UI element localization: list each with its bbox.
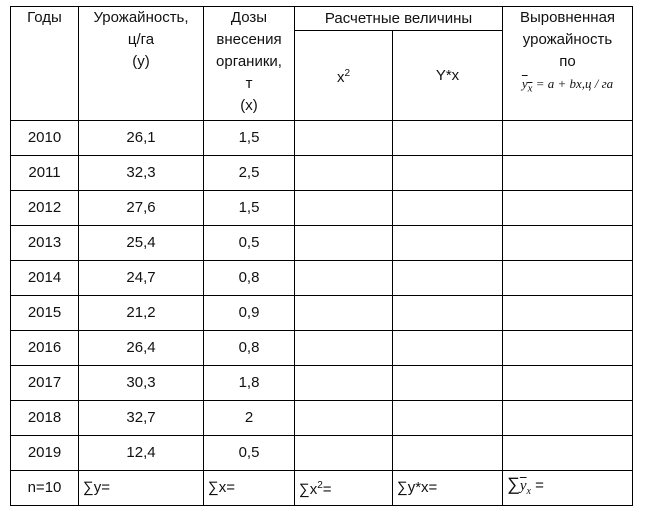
header-aligned-line3: по bbox=[559, 53, 576, 70]
total-sum-x2-sup: 2 bbox=[317, 480, 323, 491]
cell-yx bbox=[393, 191, 503, 226]
cell-year: 2011 bbox=[11, 156, 79, 191]
cell-year: 2010 bbox=[11, 121, 79, 156]
table-row bbox=[11, 226, 633, 261]
cell-y: 26,1 bbox=[79, 121, 204, 156]
header-dose-line3: органики, bbox=[216, 53, 282, 70]
cell-year: 2019 bbox=[11, 436, 79, 471]
cell-x: 1,5 bbox=[204, 121, 295, 156]
header-aligned-formula bbox=[505, 73, 630, 100]
cell-x: 2,5 bbox=[204, 156, 295, 191]
cell-x2 bbox=[295, 191, 393, 226]
cell-x2 bbox=[295, 296, 393, 331]
cell-x2 bbox=[295, 156, 393, 191]
header-yx: Y*x bbox=[393, 31, 503, 121]
cell-y: 32,7 bbox=[79, 401, 204, 436]
header-yield-line2: ц/га bbox=[127, 31, 155, 48]
cell-aligned bbox=[503, 366, 633, 401]
total-sum-aligned bbox=[503, 471, 633, 506]
total-n: n=10 bbox=[11, 471, 79, 506]
cell-x: 1,5 bbox=[204, 191, 295, 226]
cell-y: 30,3 bbox=[79, 366, 204, 401]
total-sum-x2 bbox=[295, 471, 393, 506]
cell-yx bbox=[393, 121, 503, 156]
cell-x2 bbox=[295, 366, 393, 401]
table-row bbox=[11, 191, 633, 226]
cell-aligned bbox=[503, 296, 633, 331]
cell-yx bbox=[393, 156, 503, 191]
cell-year: 2014 bbox=[11, 261, 79, 296]
totals-row bbox=[11, 471, 633, 506]
total-sum-yx: ∑y*x= bbox=[393, 471, 503, 506]
table-row bbox=[11, 121, 633, 156]
cell-x: 1,8 bbox=[204, 366, 295, 401]
cell-yx bbox=[393, 226, 503, 261]
cell-year: 2016 bbox=[11, 331, 79, 366]
table-row bbox=[11, 436, 633, 471]
cell-aligned bbox=[503, 156, 633, 191]
table-row bbox=[11, 366, 633, 401]
cell-aligned bbox=[503, 331, 633, 366]
cell-y: 12,4 bbox=[79, 436, 204, 471]
cell-aligned bbox=[503, 436, 633, 471]
cell-x: 0,8 bbox=[204, 261, 295, 296]
table-row bbox=[11, 401, 633, 436]
cell-aligned bbox=[503, 401, 633, 436]
header-aligned-line2: урожайность bbox=[522, 31, 613, 48]
total-aligned-y: $\overline{y}$ bbox=[519, 478, 527, 494]
total-sigma: ∑ bbox=[507, 474, 520, 494]
table-row bbox=[11, 296, 633, 331]
header-year: Годы bbox=[11, 7, 79, 121]
formula-rest: = a + bx,ц / га bbox=[532, 76, 614, 91]
header-yield bbox=[79, 7, 204, 121]
cell-x2 bbox=[295, 226, 393, 261]
cell-x2 bbox=[295, 121, 393, 156]
total-sum-y: ∑y= bbox=[79, 471, 204, 506]
total-sum-x2-eq: = bbox=[322, 481, 332, 498]
cell-y: 26,4 bbox=[79, 331, 204, 366]
cell-x: 0,8 bbox=[204, 331, 295, 366]
cell-yx bbox=[393, 296, 503, 331]
cell-year: 2015 bbox=[11, 296, 79, 331]
header-x2 bbox=[295, 31, 393, 121]
cell-x2 bbox=[295, 331, 393, 366]
cell-aligned bbox=[503, 121, 633, 156]
total-sum-x2-base: ∑х bbox=[299, 481, 318, 498]
total-sum-x: ∑x= bbox=[204, 471, 295, 506]
header-dose bbox=[204, 7, 295, 121]
header-dose-line4: т bbox=[245, 75, 253, 92]
cell-yx bbox=[393, 331, 503, 366]
formula-sub: x bbox=[527, 82, 533, 95]
header-aligned-line1: Выровненная bbox=[519, 9, 616, 26]
cell-y: 32,3 bbox=[79, 156, 204, 191]
formula-y: y bbox=[521, 76, 528, 91]
cell-year: 2012 bbox=[11, 191, 79, 226]
cell-x: 0,5 bbox=[204, 436, 295, 471]
cell-x: 2 bbox=[204, 401, 295, 436]
header-dose-line5: (х) bbox=[240, 97, 258, 114]
cell-y: 27,6 bbox=[79, 191, 204, 226]
header-x2-sup: 2 bbox=[344, 67, 351, 79]
table-row bbox=[11, 261, 633, 296]
cell-year: 2017 bbox=[11, 366, 79, 401]
cell-x2 bbox=[295, 436, 393, 471]
header-x2-base: х bbox=[336, 68, 345, 86]
cell-x2 bbox=[295, 401, 393, 436]
data-table bbox=[10, 6, 633, 506]
header-dose-line1: Дозы bbox=[230, 9, 268, 26]
header-dose-line2: внесения bbox=[216, 31, 282, 48]
table-row bbox=[11, 156, 633, 191]
cell-x: 0,9 bbox=[204, 296, 295, 331]
cell-x2 bbox=[295, 261, 393, 296]
cell-aligned bbox=[503, 261, 633, 296]
cell-yx bbox=[393, 436, 503, 471]
cell-yx bbox=[393, 401, 503, 436]
cell-aligned bbox=[503, 226, 633, 261]
cell-year: 2018 bbox=[11, 401, 79, 436]
cell-yx bbox=[393, 366, 503, 401]
cell-aligned bbox=[503, 191, 633, 226]
table-row bbox=[11, 331, 633, 366]
header-aligned bbox=[503, 7, 633, 121]
cell-y: 24,7 bbox=[79, 261, 204, 296]
cell-yx bbox=[393, 261, 503, 296]
cell-year: 2013 bbox=[11, 226, 79, 261]
cell-y: 25,4 bbox=[79, 226, 204, 261]
header-yield-line1: Урожайность, bbox=[93, 9, 189, 26]
total-aligned-sub: x bbox=[526, 486, 531, 497]
header-yield-line3: (у) bbox=[132, 53, 150, 70]
cell-x: 0,5 bbox=[204, 226, 295, 261]
total-aligned-eq: = bbox=[530, 477, 544, 494]
header-calc: Расчетные величины bbox=[295, 7, 503, 31]
cell-y: 21,2 bbox=[79, 296, 204, 331]
